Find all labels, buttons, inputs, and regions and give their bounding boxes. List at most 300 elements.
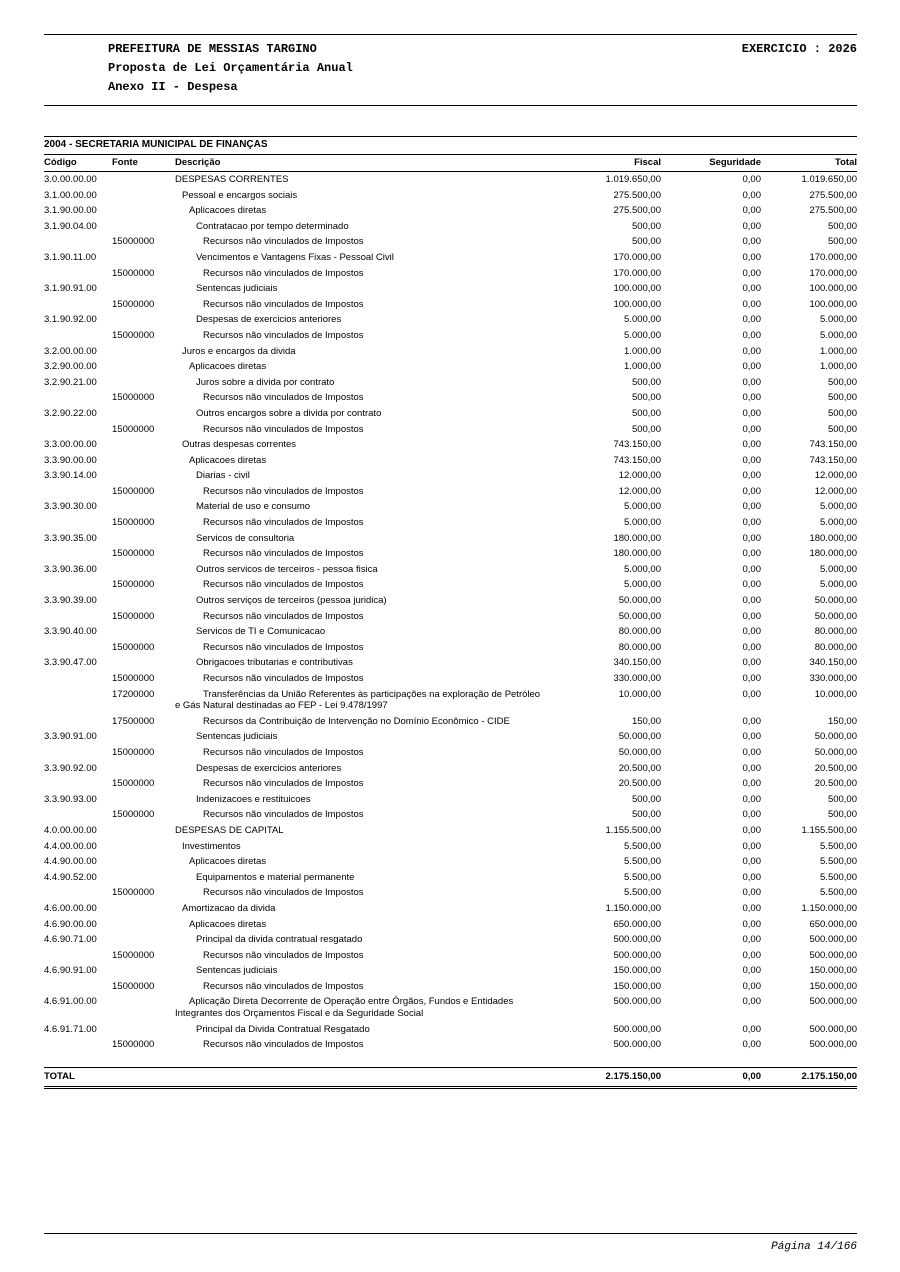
cell-total: 500.000,00 [809,1039,857,1051]
cell-total: 150.000,00 [809,980,857,992]
cell-fiscal: 275.500,00 [613,189,661,201]
table-row [44,312,857,328]
cell-fonte: 15000000 [112,1039,155,1051]
exercise-label: EXERCICIO : 2026 [741,42,857,56]
cell-fiscal: 12.000,00 [618,485,661,497]
cell-descricao: Pessoal e encargos sociais [182,189,298,201]
cell-descricao: Recursos não vinculados de Impostos [203,548,364,560]
cell-seguridade: 0,00 [742,673,761,684]
cell-total: 500,00 [827,392,857,404]
cell-descricao: Recursos não vinculados de Impostos [203,485,364,497]
cell-total: 20.500,00 [814,762,857,774]
cell-seguridade: 0,00 [742,887,761,899]
cell-descricao: Juros sobre a divida por contrato [196,376,335,388]
cell-fiscal: 5.500,00 [624,856,661,868]
cell-fonte [112,172,175,188]
cell-total: 80.000,00 [814,626,857,638]
cell-codigo [44,297,112,313]
entity-title: PREFEITURA DE MESSIAS TARGINO [108,42,317,56]
cell-fonte [112,437,175,453]
budget-rows [44,172,857,1053]
table-spacer [44,1053,857,1068]
table-row [44,359,857,375]
cell-total: 50.000,00 [814,595,857,607]
cell-seguridade: 0,00 [742,657,761,669]
cell-seguridade: 0,00 [742,965,761,977]
cell-codigo [44,807,112,823]
spacer-cell [44,1053,857,1068]
cell-codigo [44,266,112,282]
cell-total: 650.000,00 [809,918,857,930]
cell-total: 500,00 [827,809,857,821]
cell-fiscal: 5.500,00 [624,871,661,883]
cell-seguridade: 0,00 [742,840,761,852]
table-row [44,1022,857,1038]
cell-seguridade: 0,00 [742,454,761,466]
cell-fiscal: 330.000,00 [613,673,661,684]
cell-seguridade: 0,00 [742,934,761,946]
cell-fonte: 17500000 [112,715,155,727]
cell-seguridade: 0,00 [742,746,761,758]
cell-fonte: 15000000 [112,329,155,341]
cell-seguridade: 0,00 [742,532,761,544]
cell-descricao: Outros encargos sobre a divida por contrato [196,407,382,419]
cell-fiscal: 650.000,00 [613,918,661,930]
cell-descricao: Juros e encargos da divida [182,345,296,357]
cell-descricao: Recursos não vinculados de Impostos [203,579,364,591]
cell-total: 5.000,00 [820,517,857,529]
total-seguridade: 0,00 [661,1068,761,1088]
cell-codigo [44,671,112,687]
table-row [44,219,857,235]
cell-codigo: 4.6.91.00.00 [44,996,97,1008]
cell-codigo: 4.0.00.00.00 [44,824,97,836]
cell-seguridade: 0,00 [742,949,761,961]
cell-fiscal: 500,00 [631,793,661,805]
table-row [44,792,857,808]
cell-seguridade: 0,00 [742,501,761,513]
table-row [44,917,857,933]
cell-codigo: 4.4.90.52.00 [44,871,97,883]
table-row [44,624,857,640]
cell-codigo: 3.1.90.00.00 [44,205,97,217]
cell-codigo: 3.2.90.22.00 [44,407,97,419]
annex-label: Anexo II - Despesa [108,80,238,94]
page-number: Página 14/166 [771,1241,857,1253]
cell-seguridade: 0,00 [742,376,761,388]
footer-rule [44,1233,857,1234]
cell-descricao: Amortizacao da divida [182,902,276,914]
cell-seguridade: 0,00 [742,236,761,248]
cell-codigo [44,885,112,901]
cell-seguridade: 0,00 [742,189,761,201]
cell-total: 5.500,00 [820,856,857,868]
cell-fiscal: 5.000,00 [624,579,661,591]
cell-fiscal: 80.000,00 [618,626,661,638]
table-row [44,375,857,391]
cell-descricao: Recursos não vinculados de Impostos [203,887,364,899]
cell-fiscal: 180.000,00 [613,548,661,560]
cell-fiscal: 500.000,00 [613,996,661,1008]
table-row [44,655,857,671]
cell-fonte [112,655,175,671]
cell-descricao: Outras despesas correntes [182,439,297,451]
cell-seguridade: 0,00 [742,329,761,341]
cell-fonte: 15000000 [112,746,155,758]
cell-seguridade: 0,00 [742,470,761,482]
cell-fonte: 15000000 [112,517,155,529]
table-row [44,422,857,438]
cell-fiscal: 743.150,00 [613,454,661,466]
cell-codigo [44,577,112,593]
cell-codigo [44,640,112,656]
table-row [44,546,857,562]
table-row [44,328,857,344]
cell-codigo: 4.6.91.71.00 [44,1023,97,1035]
cell-codigo [44,687,112,714]
cell-total: 275.500,00 [809,189,857,201]
cell-total: 12.000,00 [814,485,857,497]
cell-total: 1.019.650,00 [801,174,857,185]
cell-fiscal: 500,00 [631,809,661,821]
cell-total: 150.000,00 [809,965,857,977]
cell-total: 500,00 [827,407,857,419]
table-row [44,1037,857,1053]
cell-seguridade: 0,00 [742,856,761,868]
cell-seguridade: 0,00 [742,298,761,310]
table-row [44,979,857,995]
table-row [44,484,857,500]
cell-fonte [112,188,175,204]
cell-fonte [112,499,175,515]
cell-seguridade: 0,00 [742,626,761,638]
cell-descricao: Recursos não vinculados de Impostos [203,980,364,992]
cell-fonte: 15000000 [112,778,155,790]
cell-codigo: 3.1.90.92.00 [44,314,97,326]
cell-descricao: Contratacao por tempo determinado [196,220,349,232]
cell-descricao: Aplicacoes diretas [189,856,267,868]
table-row [44,406,857,422]
cell-fiscal: 150.000,00 [613,965,661,977]
cell-descricao: Obrigacoes tributarias e contributivas [196,657,353,669]
column-header-codigo: Código [44,155,112,172]
cell-descricao: Indenizacoes e restituicoes [196,793,311,805]
table-row [44,994,857,1021]
table-row [44,885,857,901]
cell-total: 150,00 [827,715,857,727]
budget-table [44,155,857,1089]
table-row [44,948,857,964]
cell-seguridade: 0,00 [742,439,761,451]
cell-fiscal: 500,00 [631,376,661,388]
cell-codigo [44,979,112,995]
table-row [44,577,857,593]
cell-seguridade: 0,00 [742,1039,761,1051]
table-row [44,531,857,547]
cell-codigo: 3.1.00.00.00 [44,189,97,201]
cell-total: 5.000,00 [820,563,857,575]
cell-total: 500.000,00 [809,1023,857,1035]
cell-total: 12.000,00 [814,470,857,482]
cell-fonte [112,453,175,469]
table-row [44,932,857,948]
cell-descricao: Recursos não vinculados de Impostos [203,610,364,622]
cell-fiscal: 50.000,00 [618,746,661,758]
cell-fiscal: 20.500,00 [618,762,661,774]
cell-descricao: Despesas de exercicios anteriores [196,762,342,774]
cell-fonte [112,219,175,235]
cell-seguridade: 0,00 [742,220,761,232]
cell-fonte [112,250,175,266]
cell-codigo: 3.2.00.00.00 [44,345,97,357]
column-header-fonte: Fonte [112,155,175,172]
cell-seguridade: 0,00 [742,361,761,373]
cell-seguridade: 0,00 [742,902,761,914]
cell-total: 5.500,00 [820,871,857,883]
cell-seguridade: 0,00 [742,579,761,591]
cell-fiscal: 5.000,00 [624,563,661,575]
table-row [44,250,857,266]
cell-fiscal: 150,00 [631,715,661,727]
cell-total: 100.000,00 [809,298,857,310]
cell-codigo: 3.3.90.14.00 [44,470,97,482]
cell-fiscal: 12.000,00 [618,470,661,482]
cell-fonte: 15000000 [112,949,155,961]
cell-codigo: 4.6.00.00.00 [44,902,97,914]
cell-total: 180.000,00 [809,548,857,560]
cell-fonte [112,593,175,609]
cell-fiscal: 5.000,00 [624,517,661,529]
cell-total: 1.155.500,00 [801,824,857,836]
table-row [44,562,857,578]
cell-fiscal: 5.000,00 [624,329,661,341]
cell-descricao: Recursos não vinculados de Impostos [203,949,364,961]
cell-codigo: 3.3.90.92.00 [44,762,97,774]
cell-fonte [112,932,175,948]
cell-total: 275.500,00 [809,205,857,217]
cell-codigo: 3.3.90.93.00 [44,793,97,805]
cell-total: 5.000,00 [820,501,857,513]
cell-fiscal: 180.000,00 [613,532,661,544]
cell-descricao: Recursos não vinculados de Impostos [203,1039,364,1051]
cell-codigo [44,948,112,964]
table-row [44,761,857,777]
cell-fonte [112,468,175,484]
cell-descricao: Recursos não vinculados de Impostos [203,392,364,404]
cell-total: 170.000,00 [809,267,857,279]
cell-total: 340.150,00 [809,657,857,669]
cell-descricao: Equipamentos e material permanente [196,871,355,883]
cell-fiscal: 5.500,00 [624,840,661,852]
cell-descricao: Recursos não vinculados de Impostos [203,517,364,529]
table-row [44,297,857,313]
cell-fiscal: 1.000,00 [624,345,661,357]
cell-descricao: Aplicação Direta Decorrente de Operação entre Órgãos, Fundos e Entidades Integrantes dos Orçamentos Fiscal e da Seguridade Social [175,996,514,1020]
table-row [44,745,857,761]
page-footer [44,1233,857,1254]
cell-total: 180.000,00 [809,532,857,544]
table-row [44,468,857,484]
cell-codigo: 3.2.90.00.00 [44,361,97,373]
table-row [44,807,857,823]
cell-fonte [112,792,175,808]
cell-seguridade: 0,00 [742,1023,761,1035]
cell-fonte [112,312,175,328]
cell-fiscal: 500.000,00 [613,1039,661,1051]
cell-fonte: 15000000 [112,887,155,899]
cell-fiscal: 1.019.650,00 [605,174,661,185]
table-row [44,344,857,360]
cell-fonte: 15000000 [112,485,155,497]
cell-fonte [112,531,175,547]
cell-total: 1.000,00 [820,345,857,357]
table-row [44,515,857,531]
cell-seguridade: 0,00 [742,871,761,883]
cell-seguridade: 0,00 [742,778,761,790]
cell-descricao: Recursos não vinculados de Impostos [203,329,364,341]
cell-total: 500.000,00 [809,934,857,946]
cell-codigo: 3.3.90.30.00 [44,501,97,513]
document-header [44,34,857,106]
cell-codigo: 3.3.00.00.00 [44,439,97,451]
cell-codigo [44,422,112,438]
cell-seguridade: 0,00 [742,392,761,404]
cell-codigo: 4.4.90.00.00 [44,856,97,868]
cell-seguridade: 0,00 [742,205,761,217]
cell-fiscal: 1.150.000,00 [605,902,661,914]
cell-seguridade: 0,00 [742,517,761,529]
cell-total: 80.000,00 [814,641,857,653]
cell-fiscal: 170.000,00 [613,251,661,263]
cell-fiscal: 50.000,00 [618,595,661,607]
cell-descricao: DESPESAS DE CAPITAL [175,824,284,836]
cell-total: 500,00 [827,423,857,435]
cell-codigo [44,390,112,406]
cell-seguridade: 0,00 [742,793,761,805]
cell-descricao: Aplicacoes diretas [189,205,267,217]
table-row [44,203,857,219]
cell-descricao: Investimentos [182,840,241,852]
cell-seguridade: 0,00 [742,407,761,419]
cell-fonte: 15000000 [112,579,155,591]
cell-seguridade: 0,00 [742,485,761,497]
cell-codigo [44,714,112,730]
cell-fiscal: 500,00 [631,392,661,404]
cell-codigo: 3.1.90.91.00 [44,283,97,295]
cell-codigo: 3.3.90.91.00 [44,731,97,743]
cell-seguridade: 0,00 [742,563,761,575]
cell-fiscal: 100.000,00 [613,283,661,295]
table-header-row [44,155,857,172]
cell-fiscal: 500,00 [631,236,661,248]
cell-fiscal: 5.000,00 [624,501,661,513]
cell-descricao: Transferências da União Referentes às participações na exploração de Petróleo e Gás Natural destinadas ao FEP - Lei 9.478/1997 [175,688,541,712]
cell-fiscal: 743.150,00 [613,439,661,451]
cell-fonte: 15000000 [112,236,155,248]
cell-total: 500,00 [827,376,857,388]
total-fiscal: 2.175.150,00 [551,1068,661,1088]
cell-descricao: Outros servicos de terceiros - pessoa fisica [196,563,378,575]
cell-total: 5.000,00 [820,314,857,326]
column-header-total: Total [761,155,857,172]
cell-total: 5.000,00 [820,579,857,591]
table-row [44,281,857,297]
table-row [44,687,857,714]
cell-fonte: 15000000 [112,392,155,404]
cell-seguridade: 0,00 [742,251,761,263]
cell-fiscal: 50.000,00 [618,610,661,622]
cell-fiscal: 170.000,00 [613,267,661,279]
cell-codigo [44,328,112,344]
total-row [44,1068,857,1088]
cell-fonte [112,562,175,578]
cell-codigo: 4.6.90.71.00 [44,934,97,946]
cell-codigo: 3.2.90.21.00 [44,376,97,388]
cell-total: 500,00 [827,220,857,232]
cell-fonte [112,994,175,1021]
cell-fiscal: 5.500,00 [624,887,661,899]
cell-total: 170.000,00 [809,251,857,263]
cell-fiscal: 275.500,00 [613,205,661,217]
cell-fiscal: 500,00 [631,220,661,232]
cell-total: 500,00 [827,236,857,248]
cell-seguridade: 0,00 [742,423,761,435]
cell-codigo: 3.1.90.04.00 [44,220,97,232]
cell-seguridade: 0,00 [742,595,761,607]
cell-fiscal: 50.000,00 [618,731,661,743]
section-title: 2004 - SECRETARIA MUNICIPAL DE FINANÇAS [44,136,857,155]
table-row [44,609,857,625]
cell-descricao: Recursos não vinculados de Impostos [203,267,364,279]
cell-descricao: Material de uso e consumo [196,501,311,513]
cell-fonte [112,375,175,391]
table-row [44,234,857,250]
cell-codigo [44,1037,112,1053]
table-row [44,854,857,870]
cell-fiscal: 150.000,00 [613,980,661,992]
cell-total: 50.000,00 [814,731,857,743]
table-row [44,266,857,282]
cell-fonte: 17200000 [112,688,155,700]
cell-fiscal: 100.000,00 [613,298,661,310]
cell-seguridade: 0,00 [742,809,761,821]
cell-descricao: Recursos não vinculados de Impostos [203,746,364,758]
table-row [44,390,857,406]
cell-descricao: Outros serviços de terceiros (pessoa juridica) [196,595,387,607]
cell-seguridade: 0,00 [742,283,761,295]
cell-descricao: Servicos de TI e Comunicacao [196,626,326,638]
table-row [44,901,857,917]
cell-fonte [112,281,175,297]
table-row [44,963,857,979]
cell-total: 20.500,00 [814,778,857,790]
table-row [44,671,857,687]
cell-fiscal: 1.155.500,00 [605,824,661,836]
cell-fonte [112,870,175,886]
cell-fonte [112,406,175,422]
cell-descricao: Aplicacoes diretas [189,454,267,466]
cell-total: 5.500,00 [820,887,857,899]
cell-codigo [44,745,112,761]
cell-fonte: 15000000 [112,298,155,310]
cell-descricao: Despesas de exercicios anteriores [196,314,342,326]
cell-seguridade: 0,00 [742,762,761,774]
table-row [44,729,857,745]
cell-descricao: Servicos de consultoria [196,532,295,544]
cell-codigo: 3.3.90.39.00 [44,595,97,607]
cell-seguridade: 0,00 [742,715,761,727]
cell-fonte: 15000000 [112,809,155,821]
